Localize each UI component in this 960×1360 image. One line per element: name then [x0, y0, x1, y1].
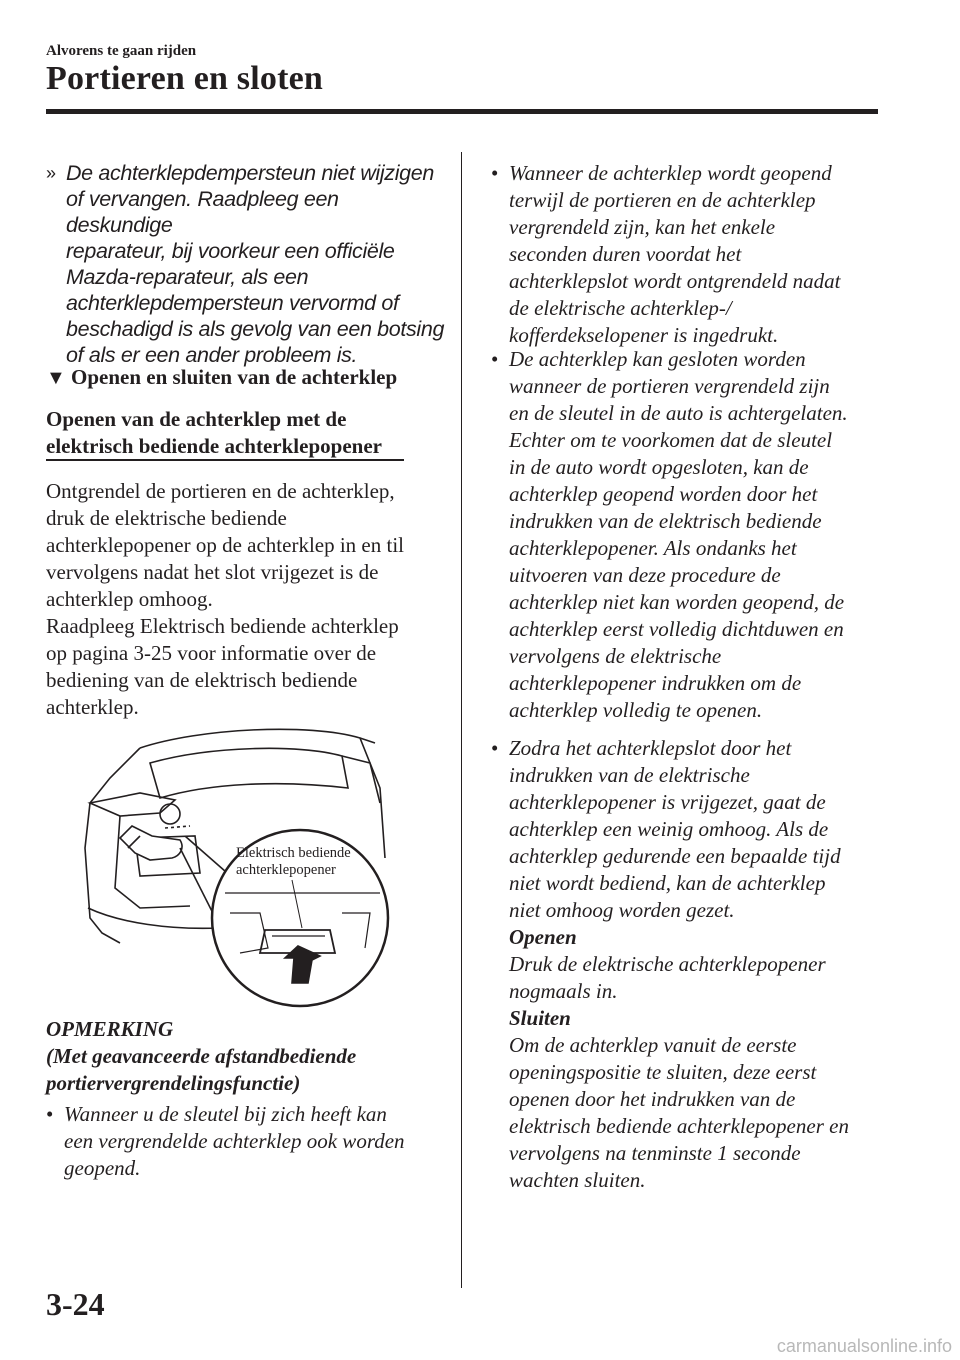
- body-line: achterklep.: [46, 695, 139, 719]
- body-line: achterklep omhoog.: [46, 587, 213, 611]
- header-rule: [46, 109, 878, 114]
- car-bumper: [88, 908, 220, 928]
- close-line: vervolgens na tenminste 1 seconde: [509, 1141, 801, 1165]
- close-line: Om de achterklep vanuit de eerste: [509, 1033, 797, 1057]
- close-line: wachten sluiten.: [509, 1168, 646, 1192]
- open-line: nogmaals in.: [509, 979, 618, 1003]
- section-label: Alvorens te gaan rijden: [46, 43, 197, 59]
- sub-heading: [46, 406, 382, 460]
- column-divider: [461, 152, 462, 1288]
- car-taillight: [90, 793, 175, 816]
- bullet-line: achterklep eerst volledig dichtduwen en: [509, 617, 844, 641]
- section-heading-text: Openen en sluiten van de achterklep: [71, 365, 398, 389]
- bullet-line: in de auto wordt opgesloten, kan de: [509, 455, 809, 479]
- warning-line: Mazda-reparateur, als een: [66, 265, 309, 289]
- bullet-line: Zodra het achterklepslot door het: [509, 736, 792, 760]
- body-line: druk de elektrische bediende: [46, 506, 287, 530]
- bullet-line: wanneer de portieren vergrendeld zijn: [509, 374, 830, 398]
- bullet-line: achterklep niet kan worden geopend, de: [509, 590, 845, 614]
- watermark: carmanualsonline.info: [776, 1336, 952, 1356]
- warning-line: of als er een ander probleem is.: [66, 343, 358, 367]
- bullet-line: vervolgens de elektrische: [509, 644, 722, 668]
- bullet-line: niet omhoog worden gezet.: [509, 898, 735, 922]
- bullet-icon: •: [491, 347, 499, 371]
- bullet-line: Wanneer de achterklep wordt geopend: [509, 161, 832, 185]
- bullet-line: kofferdekselopener is ingedrukt.: [509, 323, 779, 347]
- bullet-line: achterklep geopend worden door het: [509, 482, 818, 506]
- figure-label: [236, 845, 351, 879]
- bullet-line: achterklepopener is vrijgezet, gaat de: [509, 790, 826, 814]
- bullet-icon: •: [46, 1102, 54, 1126]
- bullet-icon: •: [491, 161, 499, 185]
- bullet-line: Wanneer u de sleutel bij zich heeft kan: [64, 1102, 387, 1126]
- bullet-line: terwijl de portieren en de achterklep: [509, 188, 816, 212]
- figure-label-line: Elektrisch bediende: [236, 845, 351, 861]
- warning-line: reparateur, bij voorkeur een officiële: [66, 239, 395, 263]
- open-label: Openen: [509, 925, 577, 949]
- bullet-line: een vergrendelde achterklep ook worden: [64, 1129, 405, 1153]
- car-tailgate-edge: [115, 816, 190, 908]
- bullet-line: achterklepslot wordt ontgrendeld nadat: [509, 269, 841, 293]
- bullet-line: en de sleutel in de auto is achtergelaten.: [509, 401, 848, 425]
- body-paragraph: [46, 478, 446, 721]
- hand-shape: [120, 826, 182, 860]
- body-line: bediening van de elektrisch bediende: [46, 668, 358, 692]
- body-line: Ontgrendel de portieren en de achterklep,: [46, 479, 395, 503]
- note-title: OPMERKING: [46, 1017, 174, 1041]
- bullet-line: geopend.: [64, 1156, 141, 1180]
- bullet-icon: •: [491, 736, 499, 760]
- bullet-line: de elektrische achterklep-/: [509, 296, 732, 320]
- car-side: [342, 756, 380, 803]
- section-heading: [46, 365, 397, 390]
- bullet-line: uitvoeren van deze procedure de: [509, 563, 781, 587]
- body-line: vervolgens nadat het slot vrijgezet is de: [46, 560, 379, 584]
- warning-line: beschadigd is als gevolg van een botsing: [66, 317, 445, 341]
- warning-line: of vervangen. Raadpleeg een deskundige: [66, 187, 339, 237]
- close-line: elektrisch bediende achterklepopener en: [509, 1114, 849, 1138]
- bullet-line: achterklepopener indrukken om de: [509, 671, 802, 695]
- bullet-line: indrukken van de elektrisch bediende: [509, 509, 822, 533]
- bullet-line: vergrendeld zijn, kan het enkele: [509, 215, 776, 239]
- bullet-line: achterklep gedurende een bepaalde tijd: [509, 844, 841, 868]
- close-label: Sluiten: [509, 1006, 571, 1030]
- bullet-line: indrukken van de elektrische: [509, 763, 750, 787]
- warning-line: De achterklepdempersteun niet wijzigen: [66, 161, 434, 185]
- bullet-line: achterklep een weinig omhoog. Als de: [509, 817, 829, 841]
- note-subtitle-line: portiervergrendelingsfunctie): [46, 1071, 301, 1095]
- body-line: achterklepopener op de achterklep in en til: [46, 533, 405, 557]
- figure-label-line: achterklepopener: [236, 862, 336, 878]
- sub-heading-underline: [46, 459, 404, 461]
- open-line: Druk de elektrische achterklepopener: [509, 952, 826, 976]
- note-subtitle-line: (Met geavanceerde afstandbediende: [46, 1044, 357, 1068]
- close-line: openingspositie te sluiten, deze eerst: [509, 1060, 817, 1084]
- page-number: 3-24: [46, 1286, 105, 1322]
- bullet-line: Echter om te voorkomen dat de sleutel: [509, 428, 833, 452]
- bullet-line: niet wordt bediend, kan de achterklep: [509, 871, 826, 895]
- sub-heading-line: elektrisch bediende achterklepopener: [46, 434, 382, 458]
- warning-line: achterklepdempersteun vervormd of: [66, 291, 399, 315]
- close-line: openen door het indrukken van de: [509, 1087, 796, 1111]
- warning-block: [46, 160, 446, 368]
- note-subtitle: [46, 1043, 446, 1097]
- sub-heading-line: Openen van de achterklep met de: [46, 407, 347, 431]
- body-line: Raadpleeg Elektrisch bediende achterklep: [46, 614, 399, 638]
- bullet-line: seconden duren voordat het: [509, 242, 742, 266]
- car-rear-window: [150, 748, 348, 798]
- triangle-marker-icon: ▼: [46, 367, 66, 389]
- body-line: op pagina 3-25 voor informatie over de: [46, 641, 377, 665]
- warning-marker-icon: »: [46, 163, 56, 183]
- page-title: Portieren en sloten: [46, 60, 323, 97]
- bullet-line: De achterklep kan gesloten worden: [509, 347, 806, 371]
- bullet-line: achterklepopener. Als ondanks het: [509, 536, 797, 560]
- car-emblem: [160, 804, 180, 824]
- bullet-line: achterklep volledig te openen.: [509, 698, 763, 722]
